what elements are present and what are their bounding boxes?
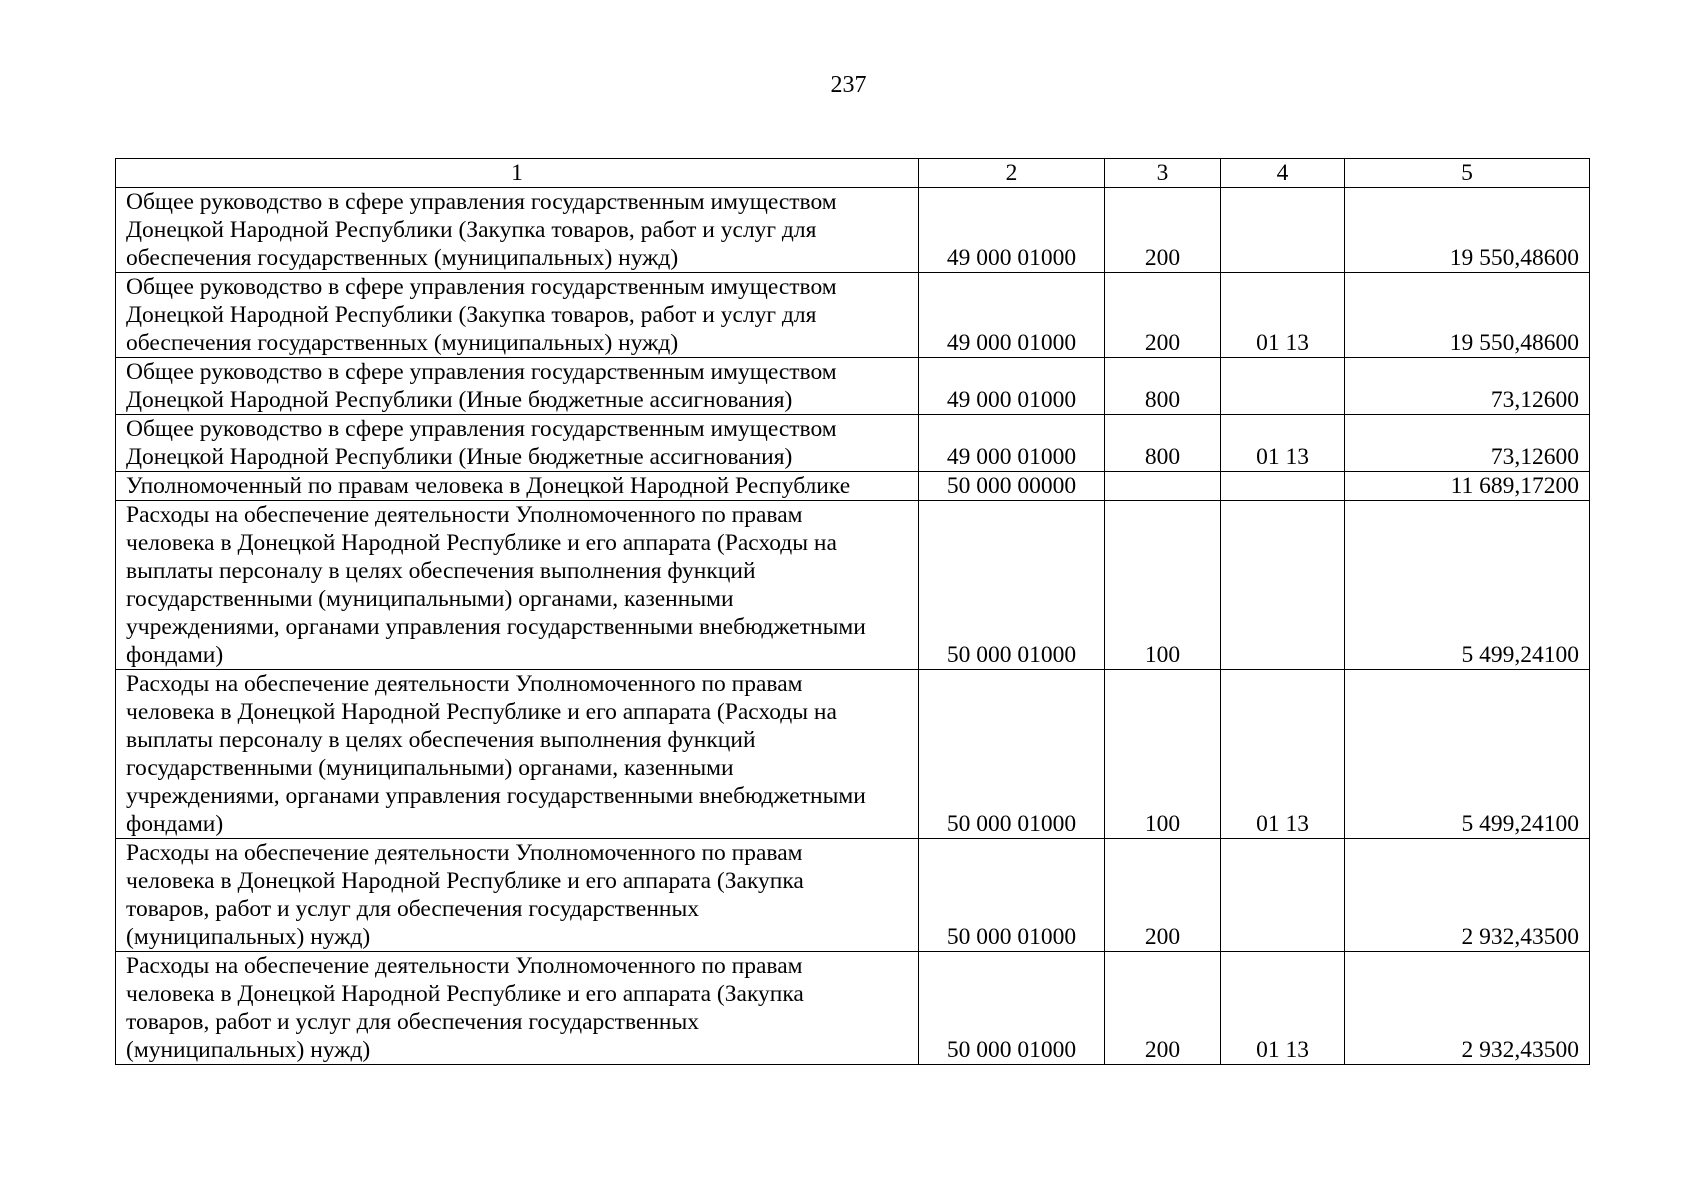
description-line: человека в Донецкой Народной Республике и его аппарата (Закупка — [126, 981, 804, 1007]
table-row — [116, 188, 1590, 273]
table-body — [116, 188, 1590, 1065]
description-line: товаров, работ и услуг для обеспечения государственных — [126, 1009, 700, 1035]
row-amount: 73,12600 — [1345, 358, 1590, 415]
table-row — [116, 472, 1590, 501]
page-number: 237 — [830, 72, 867, 98]
description-line: Расходы на обеспечение деятельности Уполномоченного по правам — [126, 840, 803, 866]
row-description — [116, 952, 919, 1065]
description-line: человека в Донецкой Народной Республике и его аппарата (Расходы на — [126, 530, 837, 556]
table-row — [116, 273, 1590, 358]
description-line: (муниципальных) нужд) — [126, 1037, 371, 1063]
description-line: Донецкой Народной Республики (Закупка товаров, работ и услуг для — [126, 217, 817, 243]
header-col-3: 3 — [1105, 159, 1221, 188]
row-amount: 2 932,43500 — [1345, 839, 1590, 952]
description-line: выплаты персоналу в целях обеспечения выполнения функций — [126, 558, 756, 584]
description-line: фондами) — [126, 811, 224, 837]
table-row — [116, 839, 1590, 952]
row-amount: 19 550,48600 — [1345, 273, 1590, 358]
header-col-4: 4 — [1221, 159, 1345, 188]
description-line: человека в Донецкой Народной Республике и его аппарата (Расходы на — [126, 699, 837, 725]
row-section — [1221, 839, 1345, 952]
description-line: обеспечения государственных (муниципальных) нужд) — [126, 330, 679, 356]
row-target-code: 49 000 01000 — [919, 273, 1105, 358]
row-section: 01 13 — [1221, 952, 1345, 1065]
row-amount: 2 932,43500 — [1345, 952, 1590, 1065]
row-section — [1221, 472, 1345, 501]
row-expense-type: 100 — [1105, 670, 1221, 839]
row-expense-type: 200 — [1105, 273, 1221, 358]
row-expense-type: 200 — [1105, 188, 1221, 273]
table-row — [116, 952, 1590, 1065]
description-line: Расходы на обеспечение деятельности Уполномоченного по правам — [126, 671, 803, 697]
row-expense-type: 200 — [1105, 952, 1221, 1065]
row-section — [1221, 501, 1345, 670]
row-description — [116, 839, 919, 952]
row-section: 01 13 — [1221, 670, 1345, 839]
row-section — [1221, 358, 1345, 415]
row-target-code: 50 000 01000 — [919, 501, 1105, 670]
description-line: товаров, работ и услуг для обеспечения государственных — [126, 896, 700, 922]
row-expense-type — [1105, 472, 1221, 501]
row-description — [116, 415, 919, 472]
header-col-5: 5 — [1345, 159, 1590, 188]
description-line: Общее руководство в сфере управления государственным имуществом — [126, 274, 837, 300]
row-target-code: 49 000 01000 — [919, 358, 1105, 415]
description-line: Уполномоченный по правам человека в Донецкой Народной Республике — [126, 473, 851, 499]
row-description — [116, 472, 919, 501]
description-line: Общее руководство в сфере управления государственным имуществом — [126, 189, 837, 215]
description-line: выплаты персоналу в целях обеспечения выполнения функций — [126, 727, 756, 753]
description-line: учреждениями, органами управления государственными внебюджетными — [126, 783, 866, 809]
row-description — [116, 188, 919, 273]
description-line: (муниципальных) нужд) — [126, 924, 371, 950]
row-expense-type: 800 — [1105, 415, 1221, 472]
description-line: Донецкой Народной Республики (Закупка товаров, работ и услуг для — [126, 302, 817, 328]
table-row — [116, 415, 1590, 472]
description-line: государственными (муниципальными) органами, казенными — [126, 755, 734, 781]
row-description — [116, 501, 919, 670]
row-description — [116, 358, 919, 415]
header-col-2: 2 — [919, 159, 1105, 188]
row-section: 01 13 — [1221, 415, 1345, 472]
table-row — [116, 501, 1590, 670]
row-target-code: 49 000 01000 — [919, 188, 1105, 273]
description-line: государственными (муниципальными) органами, казенными — [126, 586, 734, 612]
row-amount: 19 550,48600 — [1345, 188, 1590, 273]
table-row — [116, 670, 1590, 839]
budget-table — [115, 158, 1590, 1065]
description-line: фондами) — [126, 642, 224, 668]
description-line: учреждениями, органами управления государственными внебюджетными — [126, 614, 866, 640]
row-amount: 5 499,24100 — [1345, 670, 1590, 839]
header-row — [116, 159, 1590, 188]
description-line: человека в Донецкой Народной Республике и его аппарата (Закупка — [126, 868, 804, 894]
row-expense-type: 800 — [1105, 358, 1221, 415]
row-expense-type: 100 — [1105, 501, 1221, 670]
row-amount: 5 499,24100 — [1345, 501, 1590, 670]
row-description — [116, 273, 919, 358]
row-section — [1221, 188, 1345, 273]
row-section: 01 13 — [1221, 273, 1345, 358]
description-line: Общее руководство в сфере управления государственным имуществом — [126, 416, 837, 442]
table-header — [116, 159, 1590, 188]
description-line: Донецкой Народной Республики (Иные бюджетные ассигнования) — [126, 387, 793, 413]
row-amount: 73,12600 — [1345, 415, 1590, 472]
description-line: Общее руководство в сфере управления государственным имуществом — [126, 359, 837, 385]
description-line: Донецкой Народной Республики (Иные бюджетные ассигнования) — [126, 444, 793, 470]
row-target-code: 50 000 01000 — [919, 670, 1105, 839]
row-target-code: 50 000 00000 — [919, 472, 1105, 501]
header-col-1: 1 — [116, 159, 919, 188]
row-description — [116, 670, 919, 839]
row-target-code: 50 000 01000 — [919, 952, 1105, 1065]
description-line: Расходы на обеспечение деятельности Уполномоченного по правам — [126, 953, 803, 979]
row-target-code: 50 000 01000 — [919, 839, 1105, 952]
description-line: Расходы на обеспечение деятельности Уполномоченного по правам — [126, 502, 803, 528]
row-expense-type: 200 — [1105, 839, 1221, 952]
table-row — [116, 358, 1590, 415]
description-line: обеспечения государственных (муниципальных) нужд) — [126, 245, 679, 271]
row-amount: 11 689,17200 — [1345, 472, 1590, 501]
row-target-code: 49 000 01000 — [919, 415, 1105, 472]
